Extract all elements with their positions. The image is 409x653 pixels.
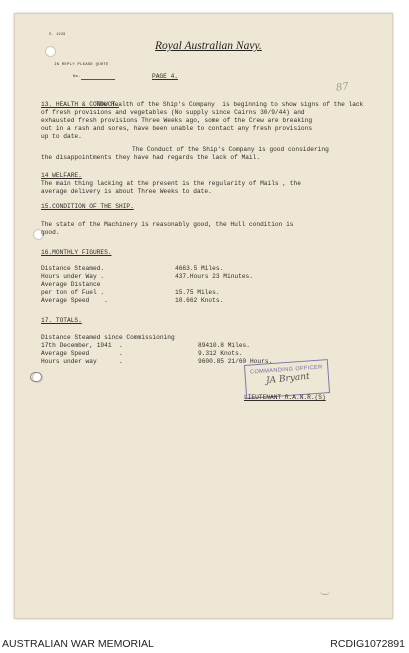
section-16-heading: 16.MONTHLY FIGURES.: [41, 249, 112, 256]
monthly-value-distance: 4663.5 Miles.: [175, 265, 224, 272]
reference-no-line: [81, 79, 115, 80]
totals-label-speed: Average Speed .: [41, 350, 123, 357]
monthly-value-speed: 10.662 Knots.: [175, 297, 224, 304]
page-number: PAGE 4.: [152, 73, 178, 80]
totals-label-distance: Distance Steamed since Commissioning: [41, 334, 175, 341]
section-13-line-4: out in a rash and sores, have been unable to contact any fresh provisions: [41, 125, 313, 132]
section-15-line-1: The state of the Machinery is reasonably good, the Hull condition is: [41, 221, 294, 228]
reply-note: IN REPLY PLEASE QUOTE: [54, 63, 109, 67]
section-13-conduct-line-2: the disappointments they have had regards the lack of Mail.: [41, 154, 261, 161]
totals-value-distance: 89410.8 Miles.: [198, 342, 250, 349]
handwritten-folio: 87: [335, 81, 350, 94]
stamp-text: COMMANDING OFFICER: [249, 364, 323, 376]
reference-no-label: No.: [73, 75, 81, 79]
totals-label-hours: Hours under way .: [41, 358, 123, 365]
totals-value-hours: 9600.85 21/60 Hours.: [198, 358, 273, 365]
footer-id: RCDIG1072891: [330, 638, 405, 650]
monthly-label-speed: Average Speed .: [41, 297, 108, 304]
section-13-conduct-line-1: The Conduct of the Ship's Company is good considering: [132, 146, 329, 153]
section-14-line-1: The main thing lacking at the present is the regularity of Mails , the: [41, 180, 301, 187]
section-13-line-2: of fresh provisions and vegetables (No supply since Cairns 30/9/44) and: [41, 109, 305, 116]
section-14-heading: 14 WELFARE.: [41, 172, 82, 179]
section-14-line-2: average delivery is about Three Weeks to date.: [41, 188, 212, 195]
form-number: S. 1229: [49, 33, 66, 37]
monthly-label-average-distance: Average Distance: [41, 281, 101, 288]
punch-hole-top: [45, 46, 56, 57]
monthly-value-hours: 437.Hours 23 Minutes.: [175, 273, 253, 280]
monthly-value-per-ton: 15.75 Miles.: [175, 289, 220, 296]
pencil-mark: [320, 588, 330, 595]
monthly-label-per-ton: per ton of Fuel .: [41, 289, 105, 296]
section-15-line-2: good.: [41, 229, 60, 236]
section-13-line-1: The Health of the Ship's Company is beginning to show signs of the lack: [96, 101, 364, 108]
section-15-heading: 15.CONDITION OF THE SHIP.: [41, 203, 134, 210]
totals-label-date: 17th December, 1941 .: [41, 342, 123, 349]
paper-clip-mark: [30, 372, 42, 382]
document-title: Royal Australian Navy.: [155, 40, 262, 52]
footer-source: AUSTRALIAN WAR MEMORIAL: [2, 638, 154, 650]
signatory-rank: LIEUTENANT R.A.N.R.(S): [244, 394, 326, 401]
monthly-label-distance: Distance Steamed.: [41, 265, 105, 272]
monthly-label-hours: Hours under Way .: [41, 273, 105, 280]
handwritten-signature: JA Bryant: [265, 371, 311, 387]
section-13-line-3: exhausted fresh provisions Three Weeks ago, some of the Crew are breaking: [41, 117, 313, 124]
section-13-heading: 13. HEALTH & CONDUCT.: [41, 101, 119, 108]
totals-value-speed: 9.312 Knots.: [198, 350, 243, 357]
section-13-line-5: up to date.: [41, 133, 82, 140]
section-17-heading: 17. TOTALS.: [41, 317, 82, 324]
